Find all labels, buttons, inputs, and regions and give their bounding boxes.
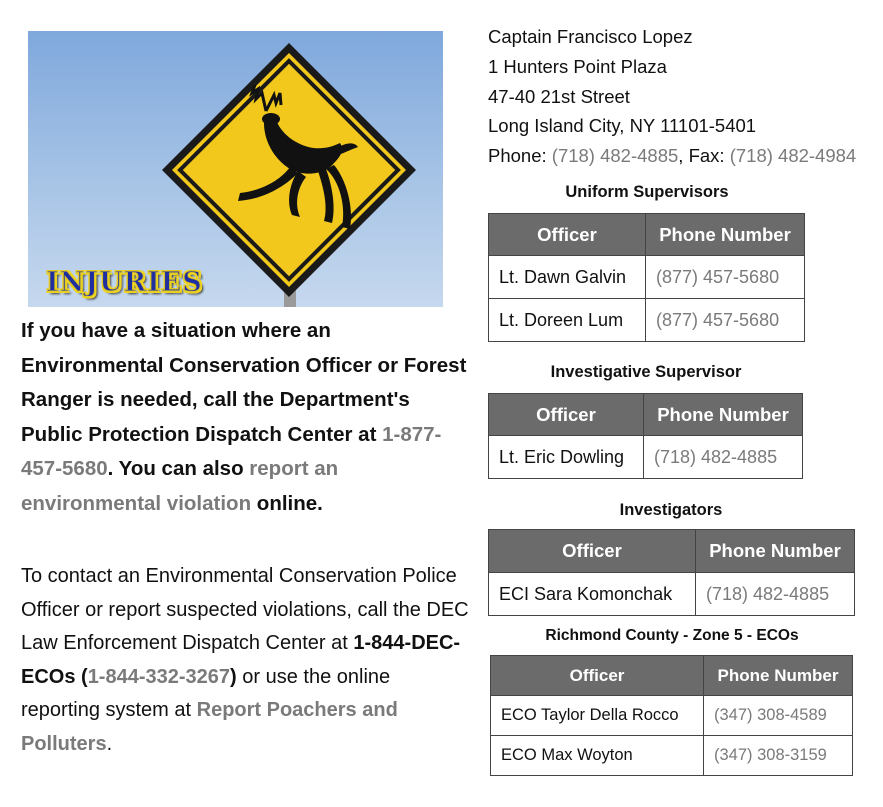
table-row [489,256,805,299]
officer-cell: ECO Taylor Della Rocco [491,696,704,736]
fax-link[interactable]: (718) 482-4984 [729,145,857,167]
uniform-supervisors-table [488,213,805,342]
officer-header: Officer [489,214,646,256]
lead-text: If you have a situation where an Environmental Conservation Officer or Forest Ranger is needed, call the Department's Public Protection Dispatch Center at [21,319,467,446]
officer-header: Officer [489,530,696,573]
contact-line [488,141,856,171]
officer-cell: Lt. Doreen Lum [489,299,646,342]
paren-close: ) [230,665,237,688]
injuries-banner: INJURIES [46,267,203,298]
lead-text: . You can also [107,457,250,481]
phone-cell[interactable]: (877) 457-5680 [646,256,805,299]
officer-cell: ECO Max Woyton [491,736,704,776]
para-text: . [106,732,113,755]
investigative-supervisor-caption: Investigative Supervisor [550,363,742,381]
phone-cell[interactable]: (718) 482-4885 [696,573,855,616]
table-row [491,736,853,776]
phone-cell[interactable]: (347) 308-3159 [704,736,853,776]
table-row [489,573,855,616]
address-line: Long Island City, NY 11101-5401 [488,115,757,137]
richmond-county-caption: Richmond County - Zone 5 - ECOs [545,627,799,644]
address-line: 47-40 21st Street [488,85,630,107]
officer-cell: Lt. Dawn Galvin [489,256,646,299]
investigators-table [488,529,855,616]
officer-header: Officer [491,656,704,696]
officer-cell: Lt. Eric Dowling [489,436,644,479]
fax-label: , Fax: [678,145,730,167]
address-block [488,22,856,171]
captain-name: Captain Francisco Lopez [488,26,693,47]
dec-ecos-phone-link[interactable]: 1-844-332-3267 [87,665,231,688]
richmond-county-table [490,655,853,776]
law-enforcement-paragraph [21,560,471,761]
dispatch-intro-paragraph [21,314,471,522]
table-header-row [489,530,855,573]
phone-header: Phone Number [646,214,805,256]
investigators-caption: Investigators [619,501,723,519]
table-header-row [491,656,853,696]
phone-header: Phone Number [696,530,855,573]
paren-open: ( [75,665,88,688]
table-header-row [489,394,803,436]
phone-link[interactable]: (718) 482-4885 [551,145,679,167]
phone-label: Phone: [488,145,552,167]
uniform-supervisors-caption: Uniform Supervisors [565,183,729,201]
deer-crossing-sign-icon [28,31,443,307]
dec-ecos-number: 1-844-DEC-ECOs [21,632,461,688]
phone-header: Phone Number [644,394,803,436]
phone-cell[interactable]: (718) 482-4885 [644,436,803,479]
table-header-row [489,214,805,256]
para-text: To contact an Environmental Conservation Police Officer or report suspected violations, call the DEC Law Enforcement Dispatch Center at [21,565,469,654]
injuries-hero-image [28,31,443,307]
para-text: or use the online reporting system at [21,665,391,721]
address-line: 1 Hunters Point Plaza [488,55,667,77]
dispatch-phone-link[interactable]: 1-877-457-5680 [21,422,442,481]
table-row [491,696,853,736]
officer-cell: ECI Sara Komonchak [489,573,696,616]
table-row [489,436,803,479]
officer-header: Officer [489,394,644,436]
investigative-supervisor-table [488,393,803,479]
phone-cell[interactable]: (877) 457-5680 [646,299,805,342]
table-row [489,299,805,342]
report-violation-link[interactable]: report an environmental violation [21,457,339,515]
phone-cell[interactable]: (347) 308-4589 [704,696,853,736]
report-poachers-link[interactable]: Report Poachers and Polluters [21,699,398,755]
lead-text: online. [251,491,323,515]
phone-header: Phone Number [704,656,853,696]
